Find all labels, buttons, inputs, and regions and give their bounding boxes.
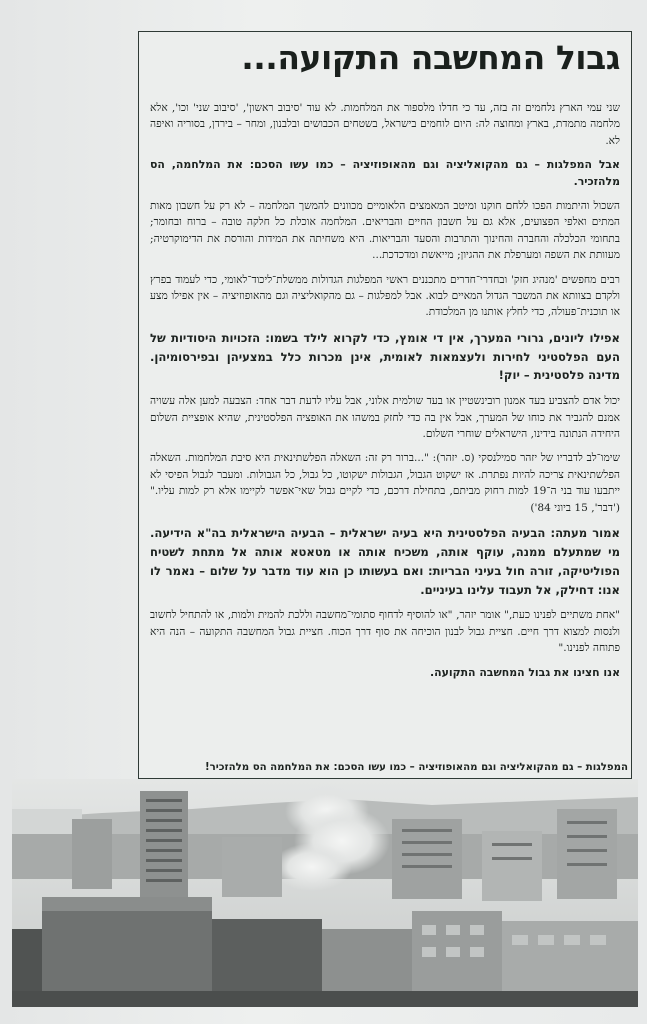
paragraph-3: השכול והיתמות הפכו ללחם חוקנו ומיטב המאמצים הלאומיים מכוונים להמשך המלחמה – לא רק על חשבון מאות המתים ואלפי הפצועים, אלא גם על חשבון החיים והבריאים. המלחמה אוכלת כל חלקה טובה – ברוח ובחומר; בתחומי הכלכלה והחברה והחינוך והתרבות והסעד והבריאות. היא משחיתה את המידות והורסת את הדימוקרטיה; מעוותת את השפה ומערפלת את ההגיון; מייאשת ומדכדכת... bbox=[150, 200, 620, 262]
paragraph-9: "אחת משתיים לפנינו כעת," אומר יזהר, "או להוסיף לדחוף סתומי־מחשבה וללכת להמית ולמות, או להתחיל לחשוב ולנסות למצוא דרך חיים. חציית גבול לבנון הוכיחה את סוף דרך הכוח. חציית גבול המחשבה התקועה – הנה היא פתוחה לפנינו." bbox=[150, 609, 620, 655]
paragraph-2: אבל המפלגות – גם מהקואליציה וגם מהאופוזיציה – כמו עשו הסכם: את המלחמה, הס מלהזכיר. bbox=[150, 158, 620, 188]
closing-line: אנו חצינו את גבול המחשבה התקועה. bbox=[429, 665, 620, 679]
paragraph-4: רבים מחפשים 'מנהיג חזק' ובחדרי־חדרים מתכננים ראשי המפלגות הגדולות ממשלת־ליכוד־לאומי, כדי לעמוד בפרץ ולקדם בצוותא את המשבר הגדול המאיים לבוא. אבל למפלגות – גם מהקואליציה וגם מהאופוזיציה – אין אפילו מצע או תוכנית־פעולה, כדי לחלץ אותנו מן המלכודת. bbox=[150, 273, 620, 319]
paragraph-7: שימו־לב לדבריו של יזהר סמילנסקי (ס. יזהר): "...ברור רק זה: השאלה הפלשתינאית היא סיבת המלחמות. השאלה הפלשתינאית צריכה להיות נפתרת. אז ישקוט הגבול, הגבולות ישקוטו, כל גבול, כל הגבולות. ומעבר לגבול הפיסי לא ייתבעו עוד בני ה־19 למות רחוק מביתם, בתחילת דרכם, כדי לקיים גבול שאי־אפשר לקיימו אלא רק למות עליו." ('דבר', 15 ביוני 84') bbox=[150, 452, 620, 514]
photo-caption: המפלגות – גם מהקואליציה וגם מהאופוזיציה – כמו עשו הסכם: את המלחמה הס מלהזכיר! bbox=[204, 762, 628, 773]
paragraph-5: אפילו ליונים, גרורי המערך, אין די אומץ, כדי לקרוא לילד בשמו: הזכויות היסודיות של העם הפלסטיני לחירות ולעצמאות לאומית, אינן מכרות כלל במצעיהן ובפירסומיהן. מדינה פלסטינית – יוק! bbox=[150, 330, 620, 383]
city-skyline-image bbox=[12, 779, 638, 1007]
article-body bbox=[150, 36, 620, 774]
paragraph-1: שני עמי הארץ נלחמים זה בזה, עד כי חדלו מלספור את המלחמות. לא עוד 'סיבוב ראשון', 'סיבוב שני' וכו', אלא מלחמה מתמדת, בארץ ומחוצה לה: היום לוחמים בישראל, בשטחים הכבושים ובלבנון, ומחר – בירדן, בסוריה ואיפה לא. bbox=[150, 102, 620, 147]
headline: גבול המחשבה התקועה... bbox=[241, 38, 620, 77]
paragraph-8: אמור מעתה: הבעיה הפלסטינית היא בעיה ישראלית – הבעיה הישראלית בה"א הידיעה. מי שמתעלם ממנה, עוקף אותה, משכיח אותה או מטאטא אותה אל מתחת לשטיח הפוליטיקה, זורה חול בעיני הבריות: ואם בעשותו כן הוא עוד מדבר על שלום – נאמר לו אנו: דחילק, אל תעבוד עלינו בעיניים. bbox=[150, 526, 620, 597]
paragraph-6: יכול אדם להצביע בעד אמנון רובינשטיין או בעד שולמית אלוני, אבל עליו לדעת דבר אחד: הצבעה למען אלה עשויה אמנם להגביר את כוחו של המערך, אבל אין בה כדי לחזק במשהו את האופציה הפלסטינית, שהיא אופציית השלום היחידה הנתונה בידינו, הישראלים שוחרי השלום. bbox=[150, 395, 620, 441]
city-photo bbox=[12, 779, 638, 1007]
